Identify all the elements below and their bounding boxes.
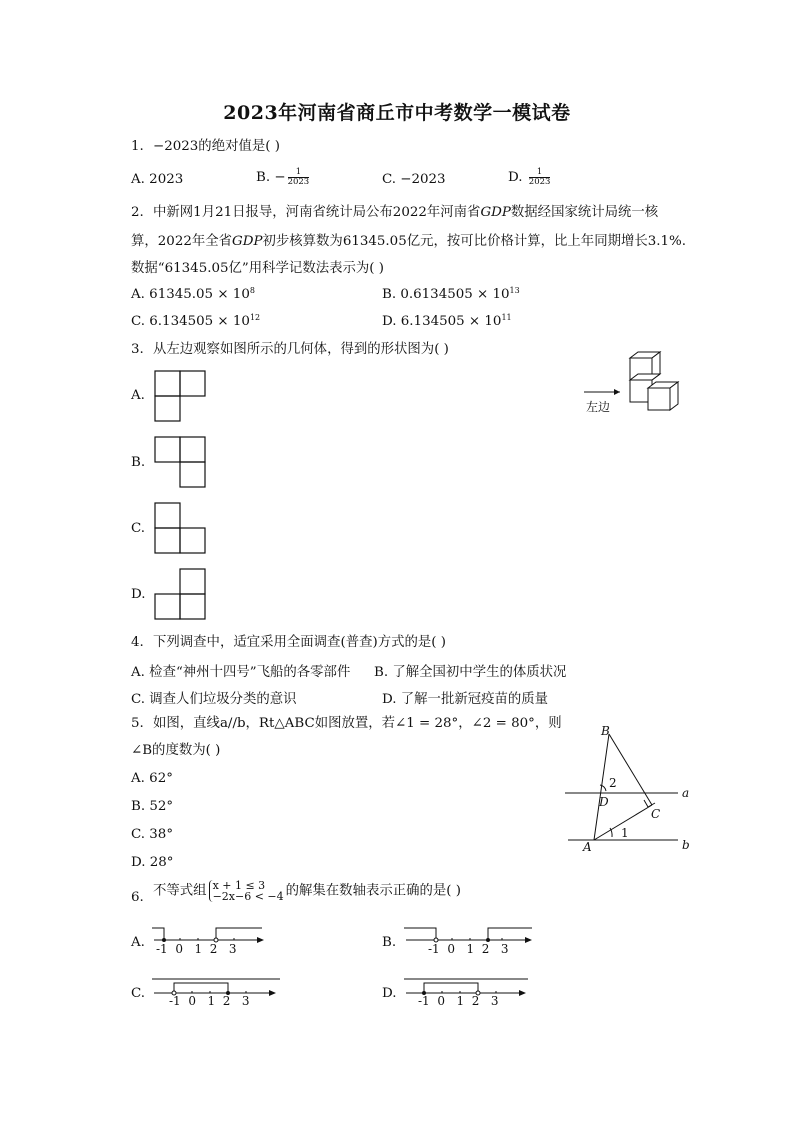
page-title: 2023年河南省商丘市中考数学一模试卷 xyxy=(223,102,571,124)
q5-label-angle-1: 1 xyxy=(621,826,629,840)
q3-figure-label: 左边 xyxy=(586,400,611,414)
q2-option-c: C. $6.134505 \times 10^{12}$ xyxy=(131,313,261,329)
q2-line1: 中新网1月21日报导，河南省统计局公布2022年河南省GDP数据经国家统计局统一核 xyxy=(153,205,659,220)
q6-number: 6. xyxy=(131,890,144,905)
q6-option-a: A. xyxy=(131,935,145,950)
q6-option-b-ticks: -1 0 1 2 3 xyxy=(428,942,509,956)
q2-line3: 数据“61345.05亿”用科学记数法表示为( ) xyxy=(131,261,384,276)
inequality-system: x + 1 ≤ 3 −2x−6 < −4 xyxy=(209,880,284,902)
q5-option-d: D. 28° xyxy=(131,855,174,870)
q5-triangle-figure xyxy=(560,725,700,855)
q5-line1: 如图，直线a//b，Rt△ABC如图放置，若∠1 = 28°，∠2 = 80°，则 xyxy=(153,716,562,731)
q5-line2: ∠B的度数为( ) xyxy=(131,743,221,758)
q3-option-b: B. xyxy=(131,455,146,470)
q1-option-d: D. $\frac{1}{2023}$ xyxy=(508,167,551,187)
q3-number: 3. xyxy=(131,342,144,357)
q4-option-b: B. 了解全国初中学生的体质状况 xyxy=(374,665,567,680)
q4-option-d: D. 了解一批新冠疫苗的质量 xyxy=(382,692,549,707)
q5-label-a-vertex: A xyxy=(583,840,592,854)
q6-option-c: C. xyxy=(131,986,146,1001)
q6-option-b: B. xyxy=(382,935,397,950)
q2-option-a: A. $61345.05 \times 10^8$ xyxy=(131,286,255,302)
q3-option-a: A. xyxy=(131,388,145,403)
q5-label-c: C xyxy=(651,807,661,821)
q4-stem: 下列调查中，适宜采用全面调查(普查)方式的是( ) xyxy=(153,635,446,650)
q5-label-d: D xyxy=(599,795,609,809)
q3-option-c-figure xyxy=(154,502,208,554)
q6-option-d: D. xyxy=(382,986,397,1001)
q3-option-d: D. xyxy=(131,587,146,602)
q2-line2: 算，2022年全省GDP初步核算数为61345.05亿元，按可比价格计算，比上年同期增长3.1%. xyxy=(131,234,687,249)
q3-stem: 从左边观察如图所示的几何体，得到的形状图为( ) xyxy=(153,342,449,357)
q4-option-a: A. 检查“神州十四号”飞船的各零部件 xyxy=(131,665,351,680)
q5-option-c: C. 38° xyxy=(131,827,174,842)
q3-option-b-figure xyxy=(154,436,208,488)
q5-option-a: A. 62° xyxy=(131,771,173,786)
q6-stem: 不等式组 x + 1 ≤ 3 −2x−6 < −4 的解集在数轴表示正确的是( ) xyxy=(153,879,462,903)
q1-option-a: A. 2023 xyxy=(131,172,184,187)
q2-option-d: D. $6.134505 \times 10^{11}$ xyxy=(382,313,512,329)
q1-option-b: B. − $\frac{1}{2023}$ xyxy=(256,167,310,187)
gdp-term: GDP xyxy=(480,205,511,220)
q2-option-b: B. $0.6134505 \times 10^{13}$ xyxy=(382,286,520,302)
q5-label-angle-2: 2 xyxy=(609,776,617,790)
q1-number: 1. xyxy=(131,139,144,154)
q1-stem: −2023的绝对值是( ) xyxy=(153,139,280,154)
q6-option-a-ticks: -1 0 1 2 3 xyxy=(156,942,237,956)
q5-number: 5. xyxy=(131,716,144,731)
q5-label-b-vertex: B xyxy=(601,724,610,738)
q6-option-d-ticks: -1 0 1 2 3 xyxy=(418,994,499,1008)
q5-option-b: B. 52° xyxy=(131,799,174,814)
q3-option-d-figure xyxy=(154,568,208,620)
q1-option-c: C. −2023 xyxy=(382,172,446,187)
q2-number: 2. xyxy=(131,205,144,220)
q3-option-a-figure xyxy=(154,370,208,422)
q4-number: 4. xyxy=(131,635,144,650)
q4-option-c: C. 调查人们垃圾分类的意识 xyxy=(131,692,297,707)
q5-label-line-a: a xyxy=(682,786,690,800)
q6-option-c-ticks: -1 0 1 2 3 xyxy=(169,994,250,1008)
q5-label-line-b: b xyxy=(682,838,690,852)
q3-option-c: C. xyxy=(131,521,146,536)
